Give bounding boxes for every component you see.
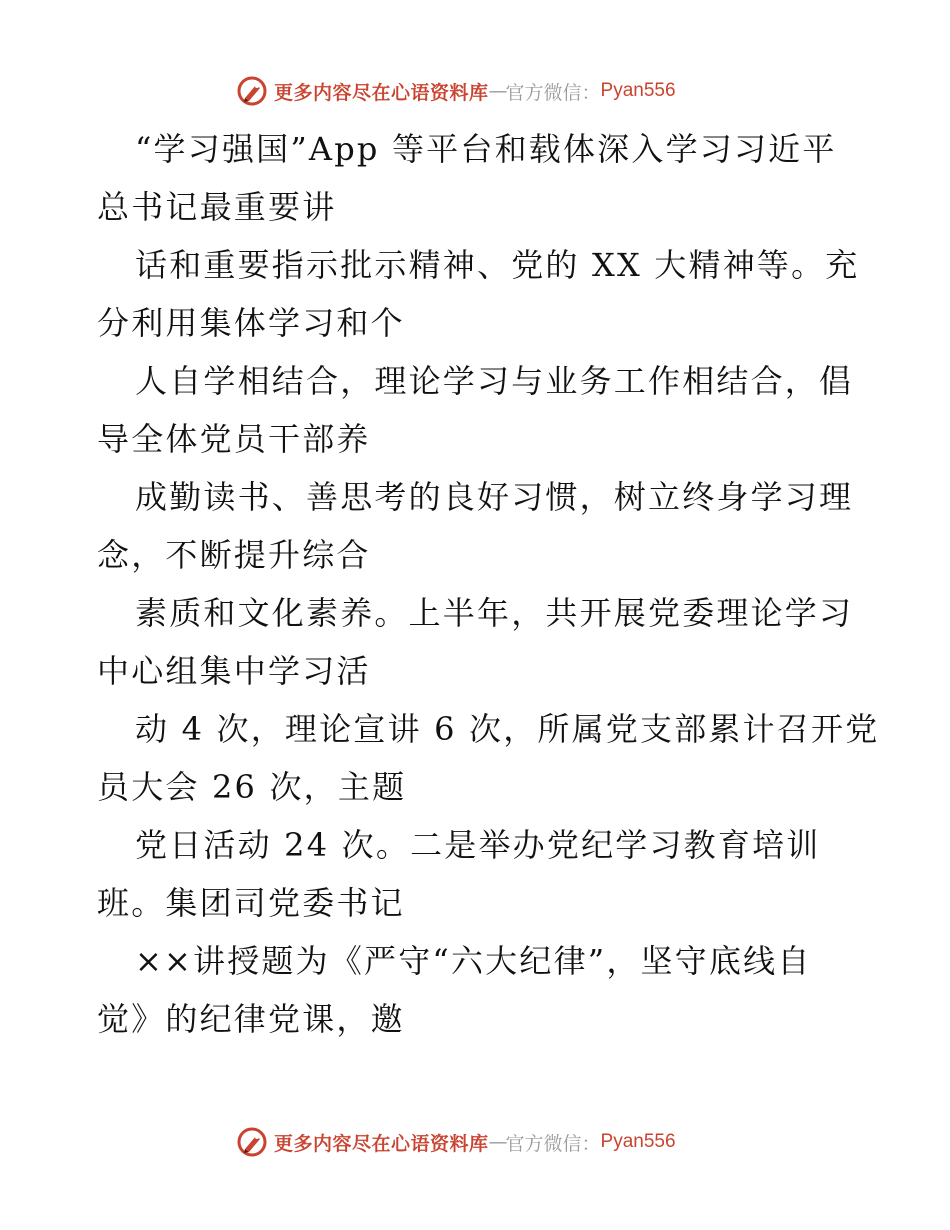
watermark-id: Pyan556	[600, 1131, 676, 1152]
watermark-dash: —	[488, 80, 506, 102]
body-line: 党日活动 24 次。二是举办党纪学习教育培训	[135, 826, 821, 864]
watermark-dash: —	[488, 1131, 506, 1153]
body-line: ××讲授题为《严守“六大纪律”，坚守底线自	[135, 942, 812, 980]
pen-logo-icon	[236, 1126, 268, 1158]
body-line: 觉》的纪律党课，邀	[97, 1000, 405, 1038]
body-line: 人自学相结合，理论学习与业务工作相结合，倡	[135, 362, 854, 400]
watermark-id: Pyan556	[600, 80, 676, 101]
body-line: “学习强国”App 等平台和载体深入学习习近平	[135, 130, 837, 168]
body-line: 念，不断提升综合	[97, 536, 371, 574]
watermark-suffix: 官方微信：	[505, 81, 601, 104]
body-line: 员大会 26 次，主题	[97, 768, 407, 806]
body-text	[97, 120, 880, 1048]
body-line: 班。集团司党委书记	[97, 884, 405, 922]
pen-logo-icon	[236, 75, 268, 107]
body-line: 分利用集体学习和个	[97, 304, 405, 342]
body-line: 导全体党员干部养	[97, 420, 371, 458]
body-line: 素质和文化素养。上半年，共开展党委理论学习	[135, 594, 854, 632]
watermark-brand: 更多内容尽在心语资料库	[274, 81, 489, 104]
body-line: 成勤读书、善思考的良好习惯，树立终身学习理	[135, 478, 854, 516]
watermark-brand: 更多内容尽在心语资料库	[274, 1132, 489, 1155]
body-line: 中心组集中学习活	[97, 652, 371, 690]
body-line: 总书记最重要讲	[97, 188, 337, 226]
body-line: 话和重要指示批示精神、党的 XX 大精神等。充	[135, 246, 860, 284]
watermark-suffix: 官方微信：	[505, 1132, 601, 1155]
body-line: 动 4 次，理论宣讲 6 次，所属党支部累计召开党	[135, 710, 880, 748]
header-watermark	[236, 73, 676, 109]
footer-watermark	[236, 1124, 676, 1160]
